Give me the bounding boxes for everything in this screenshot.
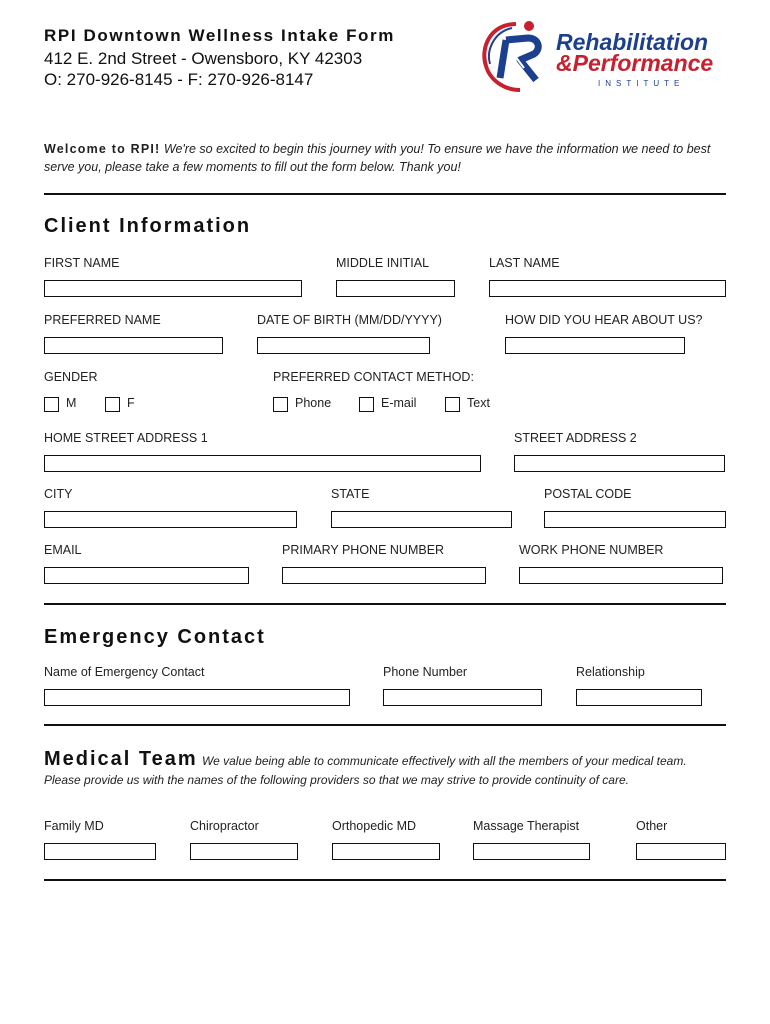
form-title: RPI Downtown Wellness Intake Form	[44, 26, 395, 45]
emergency-phone-label: Phone Number	[383, 665, 468, 679]
dob-input[interactable]	[257, 337, 430, 354]
last-name-input[interactable]	[489, 280, 726, 297]
contact-text-checkbox[interactable]	[445, 397, 460, 412]
contact-phone-label: Phone	[295, 396, 332, 410]
first-name-label: FIRST NAME	[44, 256, 120, 270]
medical-team-title: Medical Team	[44, 748, 198, 770]
contact-email-label: E-mail	[381, 396, 417, 410]
middle-initial-label: MIDDLE INITIAL	[336, 256, 430, 270]
emergency-contact-title: Emergency Contact	[44, 626, 266, 648]
chiropractor-input[interactable]	[190, 843, 298, 860]
contact-phone-checkbox[interactable]	[273, 397, 288, 412]
middle-initial-input[interactable]	[336, 280, 455, 297]
welcome-text: We're so excited to begin this journey with you! To ensure we have the information we need to best serve you, please take a few moments to fill out the form below. Thank you!	[44, 142, 711, 174]
divider	[44, 724, 726, 726]
orthopedic-label: Orthopedic MD	[332, 819, 417, 833]
divider	[44, 879, 726, 881]
hear-about-input[interactable]	[505, 337, 685, 354]
postal-input[interactable]	[544, 511, 726, 528]
postal-label: POSTAL CODE	[544, 487, 632, 501]
state-input[interactable]	[331, 511, 512, 528]
other-label: Other	[636, 819, 668, 833]
clinic-address: 412 E. 2nd Street - Owensboro, KY 42303	[44, 49, 363, 68]
family-md-input[interactable]	[44, 843, 156, 860]
clinic-phone-fax: O: 270-926-8145 - F: 270-926-8147	[44, 70, 314, 89]
emergency-relationship-label: Relationship	[576, 665, 645, 679]
massage-input[interactable]	[473, 843, 590, 860]
logo-line2: &Performance	[556, 50, 714, 76]
emergency-name-label: Name of Emergency Contact	[44, 665, 205, 679]
dob-label: DATE OF BIRTH (MM/DD/YYYY)	[257, 313, 442, 327]
welcome-message	[44, 140, 734, 176]
preferred-name-input[interactable]	[44, 337, 223, 354]
contact-email-checkbox[interactable]	[359, 397, 374, 412]
street2-input[interactable]	[514, 455, 725, 472]
family-md-label: Family MD	[44, 819, 104, 833]
first-name-input[interactable]	[44, 280, 302, 297]
work-phone-input[interactable]	[519, 567, 723, 584]
street1-input[interactable]	[44, 455, 481, 472]
contact-text-label: Text	[467, 396, 490, 410]
city-label: CITY	[44, 487, 73, 501]
gender-label: GENDER	[44, 370, 98, 384]
medical-note-1: We value being able to communicate effectively with all the members of your medical team.	[202, 754, 687, 768]
gender-f-checkbox[interactable]	[105, 397, 120, 412]
state-label: STATE	[331, 487, 370, 501]
email-label: EMAIL	[44, 543, 82, 557]
client-info-title: Client Information	[44, 215, 252, 237]
last-name-label: LAST NAME	[489, 256, 560, 270]
primary-phone-label: PRIMARY PHONE NUMBER	[282, 543, 445, 557]
primary-phone-input[interactable]	[282, 567, 486, 584]
gender-m-label: M	[66, 396, 77, 410]
orthopedic-input[interactable]	[332, 843, 440, 860]
medical-note-2: Please provide us with the names of the following providers so that we may strive to provide continuity of care.	[44, 773, 629, 787]
logo-line3: INSTITUTE	[598, 79, 685, 88]
emergency-relationship-input[interactable]	[576, 689, 702, 706]
massage-label: Massage Therapist	[473, 819, 580, 833]
welcome-lead: Welcome to RPI!	[44, 142, 161, 156]
preferred-name-label: PREFERRED NAME	[44, 313, 161, 327]
emergency-name-input[interactable]	[44, 689, 350, 706]
gender-m-checkbox[interactable]	[44, 397, 59, 412]
work-phone-label: WORK PHONE NUMBER	[519, 543, 664, 557]
contact-method-label: PREFERRED CONTACT METHOD:	[273, 370, 474, 384]
city-input[interactable]	[44, 511, 297, 528]
emergency-phone-input[interactable]	[383, 689, 542, 706]
rpi-logo	[476, 18, 732, 98]
email-input[interactable]	[44, 567, 249, 584]
hear-about-label: HOW DID YOU HEAR ABOUT US?	[505, 313, 703, 327]
divider	[44, 193, 726, 195]
chiropractor-label: Chiropractor	[190, 819, 259, 833]
street2-label: STREET ADDRESS 2	[514, 431, 637, 445]
street1-label: HOME STREET ADDRESS 1	[44, 431, 208, 445]
divider	[44, 603, 726, 605]
logo-line1: Rehabilitation	[556, 29, 709, 55]
gender-f-label: F	[127, 396, 135, 410]
other-input[interactable]	[636, 843, 726, 860]
rpi-logo-mark	[476, 18, 732, 98]
